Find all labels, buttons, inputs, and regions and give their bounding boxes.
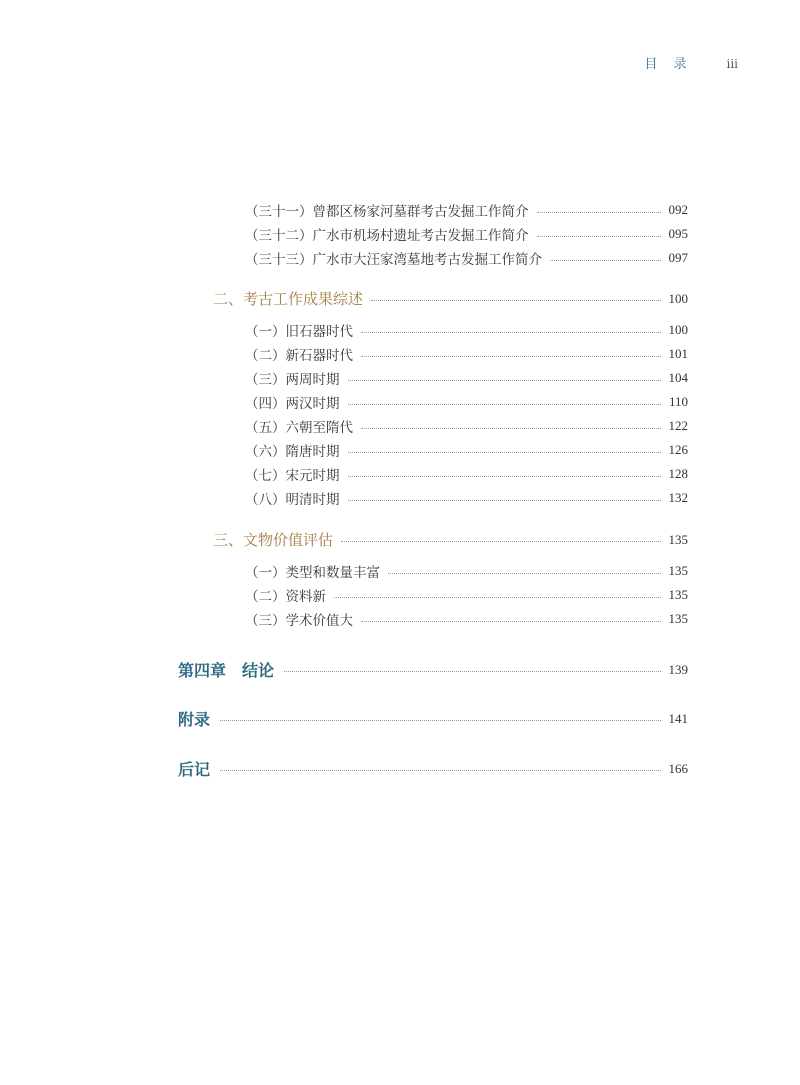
toc-entry[interactable] xyxy=(245,224,688,244)
toc-entry[interactable] xyxy=(245,248,688,268)
toc-entry-page: 100 xyxy=(668,322,688,337)
toc-entry-page: 128 xyxy=(668,466,688,481)
toc-postscript[interactable] xyxy=(178,757,688,780)
toc-entry-page: 122 xyxy=(668,418,688,433)
toc-chapter-label: 后记 xyxy=(178,760,211,779)
toc-entry-page: 132 xyxy=(668,490,688,505)
toc-chapter-label: 附录 xyxy=(178,710,211,729)
header-page-number: iii xyxy=(726,57,738,71)
toc-entry[interactable] xyxy=(245,464,688,484)
toc-entry[interactable] xyxy=(245,368,688,388)
toc-chapter-label: 第四章 结论 xyxy=(178,661,275,680)
toc-entry-page: 110 xyxy=(668,394,688,409)
dot-leader xyxy=(284,671,660,672)
toc-entry-label: （六）隋唐时期 xyxy=(245,444,340,460)
dot-leader xyxy=(388,573,661,574)
toc-chapter-page: 141 xyxy=(668,710,688,726)
toc-entry-page: 097 xyxy=(668,250,688,265)
dot-leader xyxy=(348,452,661,453)
dot-leader xyxy=(220,720,660,721)
toc-entry-page: 092 xyxy=(668,202,688,217)
toc-entry-page: 135 xyxy=(668,587,688,602)
toc-entry-label: （七）宋元时期 xyxy=(245,468,340,484)
toc-entry-page: 095 xyxy=(668,226,688,241)
toc-entry-label: （三十一）曾都区杨家河墓群考古发掘工作简介 xyxy=(245,204,529,220)
toc-entry-page: 135 xyxy=(668,563,688,578)
dot-leader xyxy=(550,260,661,261)
dot-leader xyxy=(361,428,661,429)
toc-entry-label: （一）类型和数量丰富 xyxy=(245,565,380,581)
toc-entry[interactable] xyxy=(245,609,688,629)
dot-leader xyxy=(361,356,661,357)
dot-leader xyxy=(371,300,660,301)
toc-entry-label: （二）新石器时代 xyxy=(245,348,353,364)
dot-leader xyxy=(537,236,661,237)
toc-section-heading[interactable] xyxy=(213,288,688,309)
toc-entry-page: 135 xyxy=(668,611,688,626)
dot-leader xyxy=(341,541,660,542)
toc-chapter-page: 166 xyxy=(668,760,688,776)
header-section-name: 目 录 xyxy=(644,57,693,72)
toc-section-label: 二、考古工作成果综述 xyxy=(213,290,364,308)
dot-leader xyxy=(361,621,661,622)
toc-appendix[interactable] xyxy=(178,707,688,730)
toc-entry-label: （三十三）广水市大汪家湾墓地考古发掘工作简介 xyxy=(245,252,542,268)
toc-entry-label: （五）六朝至隋代 xyxy=(245,420,353,436)
toc-entry-label: （四）两汉时期 xyxy=(245,396,340,412)
dot-leader xyxy=(537,212,661,213)
dot-leader xyxy=(348,500,661,501)
dot-leader xyxy=(361,332,661,333)
toc-entry-label: （一）旧石器时代 xyxy=(245,324,353,340)
toc-section-page: 100 xyxy=(668,290,688,306)
toc-entry-label: （三）学术价值大 xyxy=(245,613,353,629)
toc-entry[interactable] xyxy=(245,561,688,581)
dot-leader xyxy=(334,597,661,598)
toc-entry[interactable] xyxy=(245,416,688,436)
toc-chapter-page: 139 xyxy=(668,661,688,677)
toc-section-label: 三、文物价值评估 xyxy=(213,531,334,549)
dot-leader xyxy=(220,770,660,771)
toc-entry-label: （八）明清时期 xyxy=(245,492,340,508)
toc-entry[interactable] xyxy=(245,585,688,605)
dot-leader xyxy=(348,476,661,477)
toc-entry-page: 126 xyxy=(668,442,688,457)
running-header xyxy=(644,53,738,72)
toc-entry-label: （二）资料新 xyxy=(245,589,326,605)
toc-entry[interactable] xyxy=(245,344,688,364)
toc-entry-label: （三十二）广水市机场村遗址考古发掘工作简介 xyxy=(245,228,529,244)
toc-entry-page: 104 xyxy=(668,370,688,385)
toc-entry[interactable] xyxy=(245,200,688,220)
toc-entry[interactable] xyxy=(245,488,688,508)
toc-entry[interactable] xyxy=(245,392,688,412)
toc-entry-page: 101 xyxy=(668,346,688,361)
toc-section-page: 135 xyxy=(668,531,688,547)
toc-chapter-four[interactable] xyxy=(178,658,688,681)
toc-entry[interactable] xyxy=(245,320,688,340)
toc-entry[interactable] xyxy=(245,440,688,460)
dot-leader xyxy=(348,404,661,405)
toc-section-heading[interactable] xyxy=(213,529,688,550)
dot-leader xyxy=(348,380,661,381)
toc-entry-label: （三）两周时期 xyxy=(245,372,340,388)
